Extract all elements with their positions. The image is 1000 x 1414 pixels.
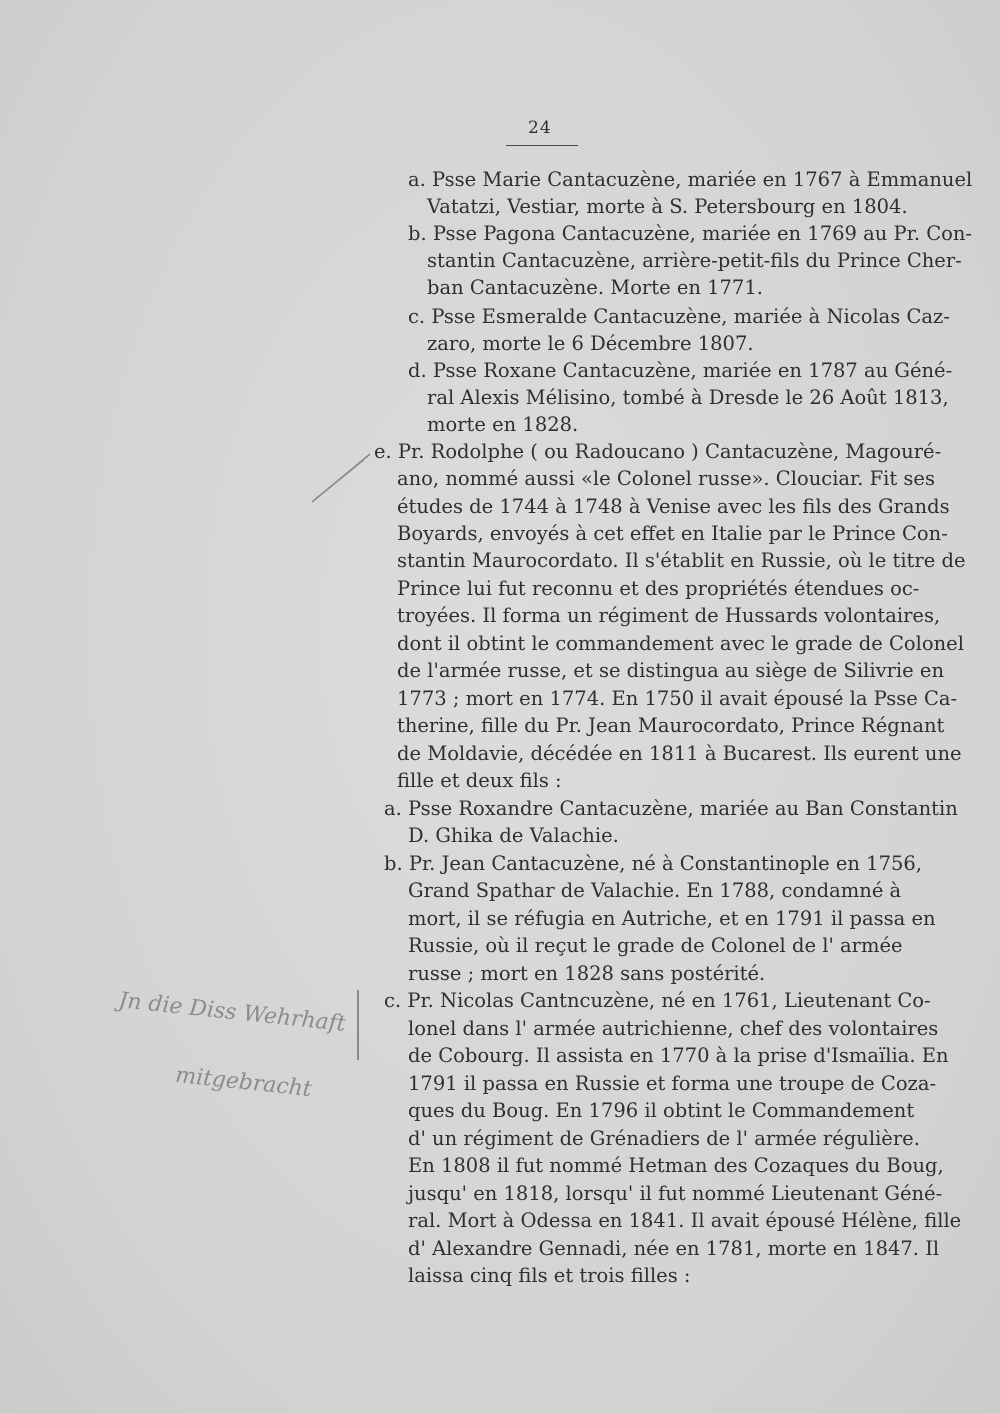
text-line: dont il obtint le commandement avec le grade de Colonel (397, 632, 964, 655)
text-line: stantin Cantacuzène, arrière-petit-fils du Prince Cher- (427, 249, 962, 272)
text-line: études de 1744 à 1748 à Venise avec les fils des Grands (397, 495, 950, 518)
text-line: 1791 il passa en Russie et forma une troupe de Coza- (408, 1072, 937, 1095)
text-line: d. Psse Roxane Cantacuzène, mariée en 1787 au Géné- (408, 359, 953, 382)
text-line: zaro, morte le 6 Décembre 1807. (427, 332, 754, 355)
page-number: 24 (528, 118, 552, 138)
text-line: En 1808 il fut nommé Hetman des Cozaques du Boug, (408, 1154, 944, 1177)
text-line: therine, fille du Pr. Jean Maurocordato, Prince Régnant (397, 714, 945, 737)
handwritten-margin-note: Jn die Diss Wehrhaft (117, 988, 347, 1037)
text-line: ral. Mort à Odessa en 1841. Il avait épousé Hélène, fille (408, 1209, 962, 1232)
text-line: c. Psse Esmeralde Cantacuzène, mariée à Nicolas Caz- (408, 305, 950, 328)
text-line: laissa cinq fils et trois filles : (408, 1264, 691, 1287)
pencil-margin-line (357, 990, 359, 1060)
text-line: Russie, où il reçut le grade de Colonel de l' armée (408, 934, 903, 957)
text-line: russe ; mort en 1828 sans postérité. (408, 962, 766, 985)
text-line: d' Alexandre Gennadi, née en 1781, morte en 1847. Il (408, 1237, 940, 1260)
handwritten-margin-note: mitgebracht (174, 1062, 313, 1103)
text-line: D. Ghika de Valachie. (408, 824, 619, 847)
text-line: stantin Maurocordato. Il s'établit en Russie, où le titre de (397, 549, 966, 572)
text-line: mort, il se réfugia en Autriche, et en 1791 il passa en (408, 907, 936, 930)
text-line: a. Psse Roxandre Cantacuzène, mariée au Ban Constantin (384, 797, 958, 820)
text-line: 1773 ; mort en 1774. En 1750 il avait épousé la Psse Ca- (397, 687, 958, 710)
text-line: a. Psse Marie Cantacuzène, mariée en 1767 à Emmanuel (408, 168, 973, 191)
text-line: b. Psse Pagona Cantacuzène, mariée en 1769 au Pr. Con- (408, 222, 973, 245)
text-line: ral Alexis Mélisino, tombé à Dresde le 26 Août 1813, (427, 386, 949, 409)
text-line: Vatatzi, Vestiar, morte à S. Petersbourg en 1804. (427, 195, 908, 218)
text-line: ano, nommé aussi «le Colonel russe». Clouciar. Fit ses (397, 467, 935, 490)
text-line: de Moldavie, décédée en 1811 à Bucarest. Ils eurent une (397, 742, 962, 765)
text-line: de l'armée russe, et se distingua au siège de Silivrie en (397, 659, 944, 682)
text-line: troyées. Il forma un régiment de Hussards volontaires, (397, 604, 941, 627)
text-line: b. Pr. Jean Cantacuzène, né à Constantinople en 1756, (384, 852, 922, 875)
text-line: Grand Spathar de Valachie. En 1788, condamné à (408, 879, 902, 902)
text-line: morte en 1828. (427, 413, 579, 436)
text-line: Boyards, envoyés à cet effet en Italie par le Prince Con- (397, 522, 948, 545)
text-line: fille et deux fils : (397, 769, 562, 792)
text-line: ques du Boug. En 1796 il obtint le Commandement (408, 1099, 915, 1122)
text-line: ban Cantacuzène. Morte en 1771. (427, 276, 763, 299)
text-line: jusqu' en 1818, lorsqu' il fut nommé Lieutenant Géné- (408, 1182, 943, 1205)
pencil-stroke-mark (300, 450, 380, 510)
text-line: d' un régiment de Grénadiers de l' armée régulière. (408, 1127, 920, 1150)
text-line: Prince lui fut reconnu et des propriétés étendues oc- (397, 577, 920, 600)
text-line: c. Pr. Nicolas Cantncuzène, né en 1761, Lieutenant Co- (384, 989, 931, 1012)
text-line: de Cobourg. Il assista en 1770 à la prise d'Ismaïlia. En (408, 1044, 949, 1067)
text-line: e. Pr. Rodolphe ( ou Radoucano ) Cantacuzène, Magouré- (374, 440, 942, 463)
text-line: lonel dans l' armée autrichienne, chef des volontaires (408, 1017, 939, 1040)
